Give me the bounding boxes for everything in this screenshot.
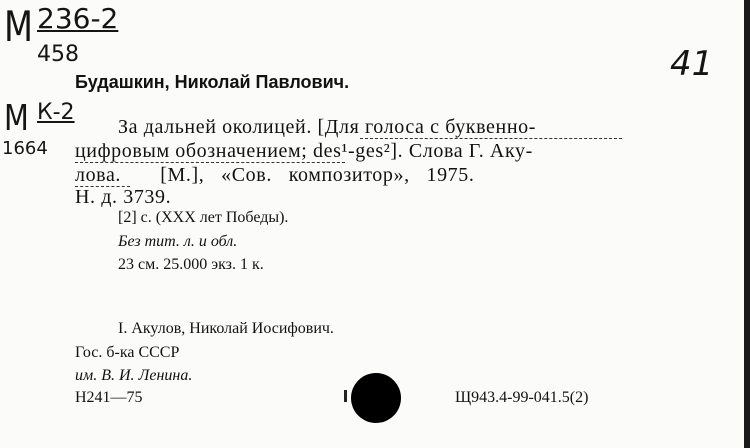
underline-mark-1 [360, 138, 622, 139]
punch-hole [351, 373, 401, 423]
handwritten-call-number-top: 458 [37, 42, 79, 67]
handwritten-call-code-top: 236-2 [37, 2, 119, 35]
author-heading: Будашкин, Николай Павлович. [75, 72, 350, 92]
handwritten-corner-note: 41 [670, 44, 714, 84]
library-line-3: Н241—75 [75, 389, 143, 406]
hole-edge-mark [344, 390, 347, 402]
physical-line-1: [2] с. (XXX лет Победы). [118, 209, 289, 226]
handwritten-call-number-side: 1664 [2, 138, 48, 159]
physical-line-3: 23 см. 25.000 экз. 1 к. [118, 256, 264, 273]
classification-number: Щ943.4-99-041.5(2) [455, 389, 589, 406]
title-line-2: цифровым обозначением; des¹-ges²]. Слова Г. Аку- [75, 140, 533, 162]
tracing-line-1: I. Акулов, Николай Иосифович. [118, 320, 334, 337]
library-line-2: им. В. И. Ленина. [75, 367, 193, 384]
handwritten-call-code-side: К-2 [37, 100, 75, 125]
underline-mark-2 [75, 162, 345, 163]
underline-mark-3 [75, 186, 130, 187]
title-line-3: лова. [М.], «Сов. композитор», 1975. [75, 164, 475, 186]
handwritten-call-letter-top: М [4, 2, 33, 51]
title-line-4: Н. д. 3739. [75, 186, 172, 208]
title-line-1: За дальней околицей. [Для голоса с буквенно- [118, 116, 536, 138]
handwritten-call-letter-side: М [4, 98, 29, 139]
library-line-1: Гос. б-ка СССР [75, 344, 180, 361]
card-edge-shadow [744, 0, 750, 448]
physical-line-2: Без тит. л. и обл. [118, 233, 238, 250]
